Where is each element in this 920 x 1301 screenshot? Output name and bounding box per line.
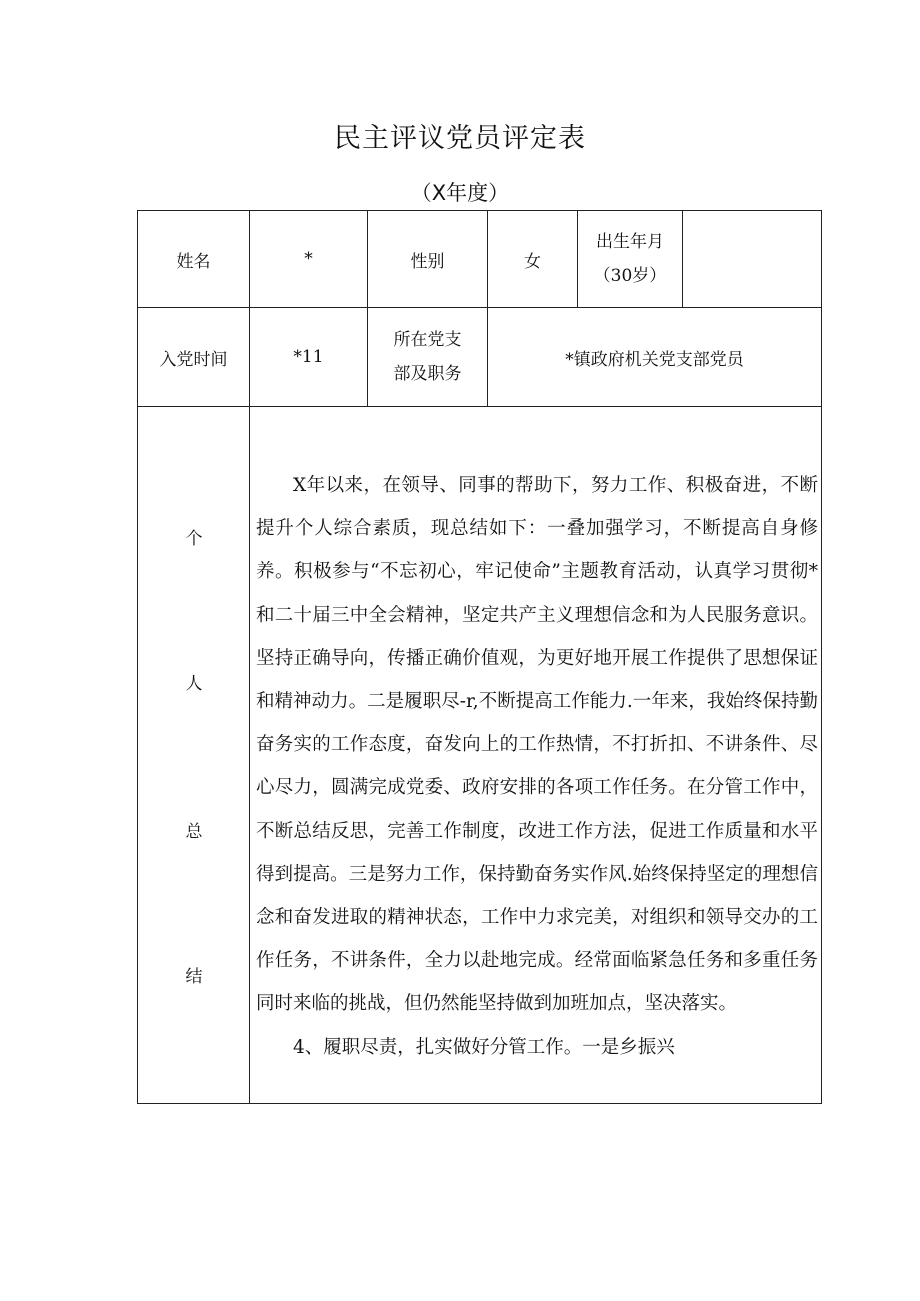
gender-value-cell [488, 211, 578, 308]
birth-value-cell [683, 211, 822, 308]
document-subtitle: （X年度） [410, 181, 510, 205]
branch-label-line1: 所在党支 [393, 330, 462, 350]
birth-label-cell [578, 211, 683, 308]
summary-paragraph-1: X年以来，在领导、同事的帮助下，努力工作、积极奋进，不断提升个人综合素质，现总结如下：一叠加强学习，不断提高自身修养。积极参与“不忘初心，牢记使命”主题教育活动，认真学习贯彻*和二十届三中全会精神，坚定共产主义理想信念和为人民服务意识。坚持正确导向，传播正确价值观，为更好地开展工作提供了思想保证和精神动力。二是履职尽-r,不断提高工作能力.一年来，我始终保持勤奋务实的工作态度，奋发向上的工作热情，不打折扣、不讲条件、尽心尽力，圆满完成党委、政府安排的各项工作任务。在分管工作中，不断总结反思，完善工作制度，改进工作方法，促进工作质量和水平得到提高。三是努力工作，保持勤奋务实作风.始终保持坚定的理想信念和奋发进取的精神状态，工作中力求完美，对组织和领导交办的工作任务，不讲条件，全力以赴地完成。经常面临紧急任务和多重任务同时来临的挑战，但仍然能坚持做到加班加点，坚决落实。 [256, 475, 818, 1015]
join-label-cell [138, 308, 250, 407]
name-value: * [304, 249, 313, 269]
summary-paragraph-2: 4、履职尽责，扎实做好分管工作。一是乡振兴 [293, 1036, 675, 1058]
branch-value: *镇政府机关党支部党员 [565, 349, 744, 370]
gender-label: 性别 [410, 251, 445, 272]
summary-label-char: 人 [185, 674, 203, 694]
birth-label-line1: 出生年月 [596, 232, 664, 252]
summary-label-char: 结 [185, 967, 203, 987]
form-row-basic-info [138, 211, 822, 308]
join-value-cell [250, 308, 368, 407]
name-label-cell [138, 211, 250, 308]
name-label: 姓名 [176, 251, 211, 272]
summary-label-char: 个 [185, 529, 203, 549]
join-value: *11 [293, 347, 324, 367]
document-title: 民主评议党员评定表 [334, 123, 586, 154]
branch-value-cell [488, 308, 822, 407]
summary-content-cell [250, 407, 822, 1104]
form-row-summary [138, 407, 822, 1104]
form-row-party-info [138, 308, 822, 407]
summary-label-char: 总 [185, 822, 203, 842]
birth-label-line2: （30岁） [593, 266, 667, 286]
summary-label-cell [138, 407, 250, 1104]
name-value-cell [250, 211, 368, 308]
branch-label-line2: 部及职务 [393, 364, 462, 384]
branch-label-cell [368, 308, 488, 407]
summary-text [256, 464, 818, 1069]
evaluation-form-table [137, 210, 822, 1104]
gender-label-cell [368, 211, 488, 308]
join-label: 入党时间 [159, 349, 228, 370]
gender-value: 女 [524, 251, 541, 272]
